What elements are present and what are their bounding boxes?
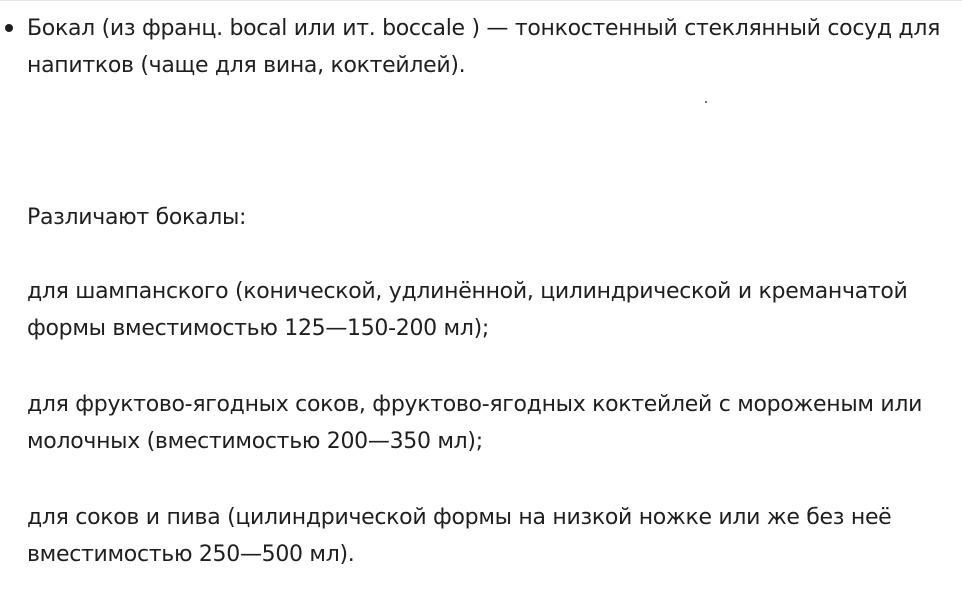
- stray-dot: [705, 101, 707, 103]
- type-line-2: вместимостью 250—500 мл).: [27, 542, 355, 567]
- types-heading: [27, 199, 957, 236]
- definition-paragraph: [27, 10, 957, 84]
- type-line-1: для соков и пива (цилиндрической формы на низкой ножке или же без неё: [27, 505, 892, 530]
- types-heading-text: Различают бокалы:: [27, 205, 247, 230]
- top-divider: [0, 0, 962, 1]
- type-line-1: для шампанского (конической, удлинённой, цилиндрической и креманчатой: [27, 279, 908, 304]
- type-paragraph-champagne: [27, 273, 957, 347]
- bullet-icon: [5, 24, 13, 32]
- definition-line-1: Бокал (из франц. bocal или ит. boccale ) — тонкостенный стеклянный сосуд для: [27, 16, 941, 41]
- type-line-1: для фруктово-ягодных соков, фруктово-ягодных коктейлей с мороженым или: [27, 392, 923, 417]
- definition-line-2: напитков (чаще для вина, коктейлей).: [27, 53, 466, 78]
- type-line-2: молочных (вместимостью 200—350 мл);: [27, 429, 483, 454]
- type-paragraph-juices-cocktails: [27, 386, 957, 460]
- type-paragraph-juices-beer: [27, 499, 957, 573]
- type-line-2: формы вместимостью 125—150-200 мл);: [27, 316, 490, 341]
